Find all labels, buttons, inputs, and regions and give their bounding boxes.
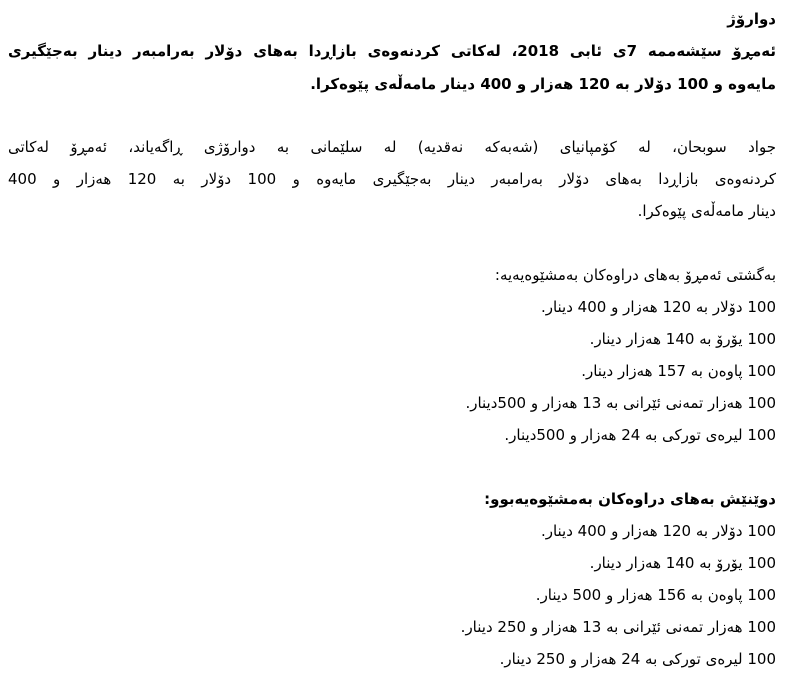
- body-line: دینار مامەڵەی پێوەکرا.: [637, 202, 776, 220]
- yesterday-rate-item: 100 پاوەن بە 156 هەزار و 500 دینار.: [535, 586, 776, 604]
- today-rates-title: بەگشتی ئەمڕۆ بەهای دراوەکان بەمشێوەیەیە:: [494, 266, 776, 284]
- yesterday-rate-item: 100 هەزار تمەنی ئێرانی بە 13 هەزار و 250 دینار.: [460, 618, 776, 636]
- body-line: جواد سوبحان، لە کۆمپانیای (شەبەکە نەقدیە) لە سلێمانی بە دوارۆژی ڕاگەیاند، ئەمڕۆ لەکاتی: [8, 138, 776, 156]
- today-rate-item: 100 یۆرۆ بە 140 هەزار دینار.: [589, 330, 776, 348]
- yesterday-rate-item: 100 یۆرۆ بە 140 هەزار دینار.: [589, 554, 776, 572]
- yesterday-rate-item: 100 لیرەی تورکی بە 24 هەزار و 250 دینار.: [499, 650, 776, 668]
- lead-line: مایەوە و 100 دۆلار بە 120 هەزار و 400 دینار مامەڵەی پێوەکرا.: [310, 75, 776, 93]
- today-rate-item: 100 هەزار تمەنی ئێرانی بە 13 هەزار و 500دینار.: [465, 394, 776, 412]
- today-rate-item: 100 پاوەن بە 157 هەزار دینار.: [581, 362, 776, 380]
- yesterday-rates-title: دوێنێش بەهای دراوەکان بەمشێوەیەبوو:: [484, 490, 776, 508]
- today-rate-item: 100 دۆلار بە 120 هەزار و 400 دینار.: [540, 298, 776, 316]
- body-line: کردنەوەی بازاڕدا بەهای دۆلار بەرامبەر دینار بەجێگیری مایەوە و 100 دۆلار بە 120 هەزار و 400: [8, 170, 776, 188]
- today-rate-item: 100 لیرەی تورکی بە 24 هەزار و 500دینار.: [504, 426, 776, 444]
- lead-line: ئەمڕۆ سێشەممە 7ی ئابی 2018، لەکاتی کردنەوەی بازاڕدا بەهای دۆلار بەرامبەر دینار بەجێگیری: [8, 42, 776, 60]
- article-heading: دوارۆژ: [727, 10, 776, 28]
- yesterday-rate-item: 100 دۆلار بە 120 هەزار و 400 دینار.: [540, 522, 776, 540]
